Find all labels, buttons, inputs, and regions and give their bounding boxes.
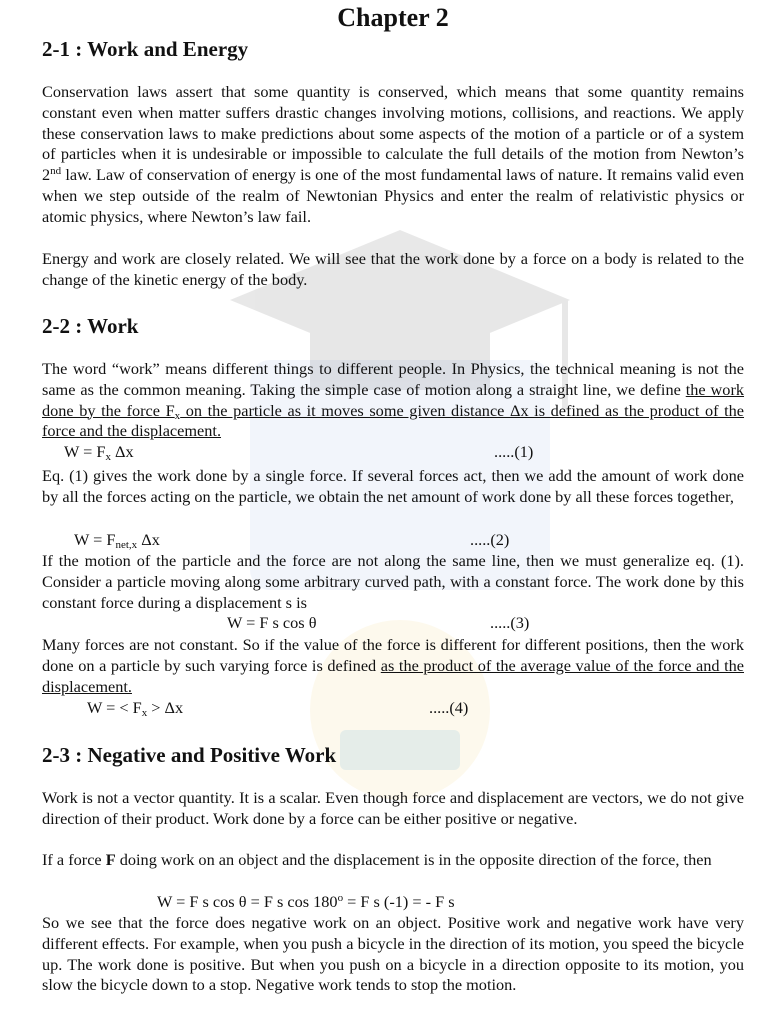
equation-3: W = F s cos θ (227, 613, 317, 632)
equation-1 (64, 442, 134, 463)
text-span: Many forces are not constant. So if the value of the force is different for different positions, then the work done on a particle by such varying force is defined (42, 635, 744, 675)
eq-text: > Δx (147, 698, 184, 717)
text-span: Conservation laws assert that some quantity is conserved, which means that some quantity remains constant even when matter suffers drastic changes involving motions, collisions, and reactions. We apply these conservation laws to make predictions about some aspects of the motion of a particle or of a system of particles when it is undesirable or impossible to calculate the full details of the motion from Newton’s 2 (42, 82, 744, 185)
section-heading-2-2: 2-2 : Work (42, 314, 139, 338)
eq-text: Δx (110, 442, 134, 461)
text-span: The word “work” means different things to different people. In Physics, the technical meaning is not the same as the common meaning. Taking the simple case of motion along a straight line, we define (42, 359, 744, 399)
section-2-1-paragraph-2: Energy and work are closely related. We will see that the work done by a force on a body is related to the change of the kinetic energy of the body. (42, 249, 744, 289)
equation-1-number: .....(1) (494, 442, 534, 461)
equation-4 (87, 698, 183, 719)
eq-text: W = < F (87, 698, 142, 717)
chapter-title: Chapter 2 (337, 3, 449, 32)
equation-4-number: .....(4) (429, 698, 469, 717)
eq-text: W = F (64, 442, 106, 461)
eq-text: W = F (74, 530, 116, 549)
text-span: on the particle as it moves some given distance Δx is defined as the product of the force and the displacement. (42, 400, 745, 441)
eq-text: W = F s cos θ = F s cos 180 (157, 892, 338, 911)
section-2-3-paragraph-3: So we see that the force does negative work on an object. Positive work and negative work have very different effects. For example, when you push a bicycle in the direction of its motion, you speed the bicycle up. The work done is positive. But when you push on a bicycle in a direction opposite to its motion, you slow the bicycle down to a stop. Negative work tends to stop the motion. (42, 913, 744, 995)
text-span: doing work on an object and the displacement is in the opposite direction of the force, then (115, 850, 712, 869)
section-heading-2-1: 2-1 : Work and Energy (42, 37, 249, 61)
section-2-1-paragraph-1 (42, 82, 744, 228)
text-span: the work done by the force F (42, 379, 745, 420)
section-2-2-paragraph-2: Eq. (1) gives the work done by a single force. If several forces act, then we add the amount of work done by all the forces acting on the particle, we obtain the net amount of work done by all these forces together, (42, 466, 744, 506)
section-2-2-paragraph-1 (42, 359, 744, 442)
equation-2-number: .....(2) (470, 530, 510, 549)
force-symbol: F (105, 850, 116, 869)
subscript: net,x (115, 539, 138, 551)
superscript: o (337, 892, 344, 904)
section-2-3-paragraph-1: Work is not a vector quantity. It is a scalar. Even though force and displacement are vectors, we do not give direction of their product. Work done by a force can be either positive or negative. (42, 788, 744, 828)
subscript: x (174, 409, 181, 422)
section-2-3-paragraph-2 (42, 850, 744, 871)
equation-3-number: .....(3) (490, 613, 530, 632)
equation-5 (157, 892, 455, 913)
underlined-definition: as the product of the average value of the force and the displacement. (42, 655, 744, 696)
subscript: x (141, 707, 148, 719)
text-span: law. Law of conservation of energy is one of the most fundamental laws of nature. It remains valid even when we step outside of the realm of Newtonian Physics and enter the realm of relativistic physics or atomic physics, where Newton’s law fail. (42, 165, 744, 226)
text-span: If a force (42, 850, 106, 869)
watermark-graphic (190, 210, 610, 830)
section-2-2-paragraph-4 (42, 635, 744, 697)
eq-text: = F s (-1) = - F s (343, 892, 455, 911)
subscript: x (105, 451, 111, 463)
superscript: nd (50, 165, 62, 178)
section-heading-2-3: 2-3 : Negative and Positive Work (42, 743, 337, 767)
equation-2 (74, 530, 160, 551)
section-2-2-paragraph-3: If the motion of the particle and the force are not along the same line, then we must generalize eq. (1). Consider a particle moving along some arbitrary curved path, with a constant force. The work done by this constant force during a displacement s is (42, 551, 744, 612)
eq-text: Δx (137, 530, 160, 549)
